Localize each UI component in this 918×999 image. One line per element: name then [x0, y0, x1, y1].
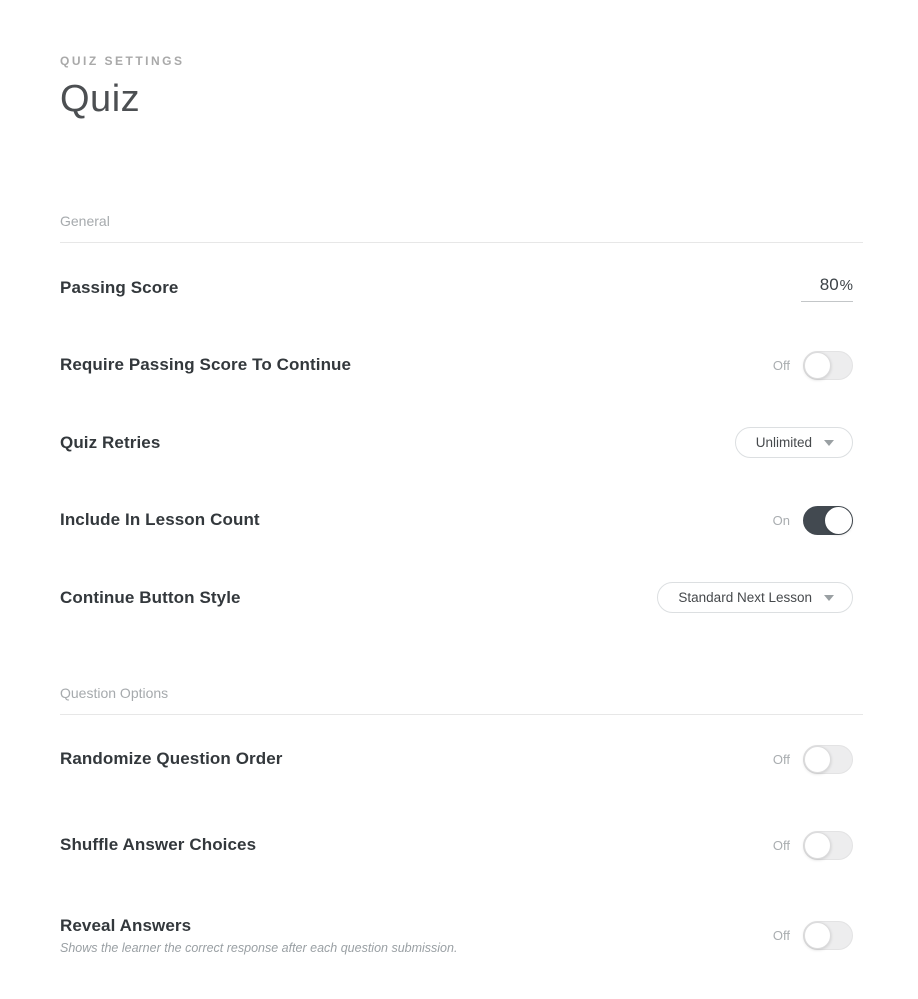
randomize-question-order-label: Randomize Question Order — [60, 749, 283, 768]
reveal-answers-label-block — [60, 916, 457, 955]
continue-button-style-dropdown[interactable] — [657, 582, 853, 613]
continue-button-style-row — [60, 582, 853, 613]
randomize-question-order-row — [60, 744, 853, 774]
include-lesson-count-row — [60, 505, 853, 535]
require-passing-score-toggle[interactable] — [803, 351, 853, 380]
passing-score-suffix: % — [839, 276, 853, 294]
section-general-label: General — [60, 213, 110, 229]
quiz-retries-row — [60, 427, 853, 458]
include-lesson-count-control — [773, 506, 853, 535]
section-general — [60, 213, 853, 621]
reveal-answers-toggle[interactable] — [803, 921, 853, 950]
page-title: Quiz — [60, 78, 141, 120]
reveal-answers-label: Reveal Answers — [60, 916, 192, 935]
page-header — [60, 54, 853, 121]
chevron-down-icon — [824, 440, 834, 446]
toggle-knob — [804, 832, 831, 859]
toggle-knob — [804, 922, 831, 949]
require-passing-score-label: Require Passing Score To Continue — [60, 355, 352, 374]
section-question-options — [60, 685, 853, 963]
reveal-answers-row — [60, 916, 853, 955]
passing-score-input[interactable] — [811, 275, 839, 295]
include-lesson-count-toggle[interactable] — [803, 506, 853, 535]
require-passing-score-row — [60, 350, 853, 380]
page-eyebrow: QUIZ SETTINGS — [60, 54, 185, 68]
passing-score-row — [60, 273, 853, 303]
toggle-knob — [825, 507, 852, 534]
reveal-answers-description: Shows the learner the correct response after each question submission. — [60, 941, 458, 955]
toggle-state-label: Off — [772, 837, 790, 853]
continue-button-style-value: Standard Next Lesson — [678, 590, 812, 605]
include-lesson-count-label: Include In Lesson Count — [60, 510, 260, 529]
shuffle-answer-choices-label: Shuffle Answer Choices — [60, 835, 257, 854]
continue-button-style-label: Continue Button Style — [60, 587, 241, 607]
passing-score-label: Passing Score — [60, 278, 179, 297]
section-question-options-label: Question Options — [60, 685, 169, 701]
quiz-retries-dropdown[interactable] — [735, 427, 853, 458]
toggle-knob — [804, 352, 831, 379]
randomize-question-order-toggle[interactable] — [803, 745, 853, 774]
shuffle-answer-choices-row — [60, 830, 853, 860]
chevron-down-icon — [824, 595, 834, 601]
quiz-retries-label: Quiz Retries — [60, 432, 161, 452]
toggle-state-label: On — [772, 512, 790, 528]
reveal-answers-control — [773, 921, 853, 950]
toggle-state-label: Off — [772, 357, 790, 373]
passing-score-field — [801, 275, 853, 302]
toggle-state-label: Off — [772, 751, 790, 767]
require-passing-score-control — [773, 351, 853, 380]
randomize-question-order-control — [773, 745, 853, 774]
quiz-retries-value: Unlimited — [755, 435, 812, 450]
shuffle-answer-choices-control — [773, 831, 853, 860]
shuffle-answer-choices-toggle[interactable] — [803, 831, 853, 860]
toggle-knob — [804, 746, 831, 773]
toggle-state-label: Off — [772, 928, 790, 943]
